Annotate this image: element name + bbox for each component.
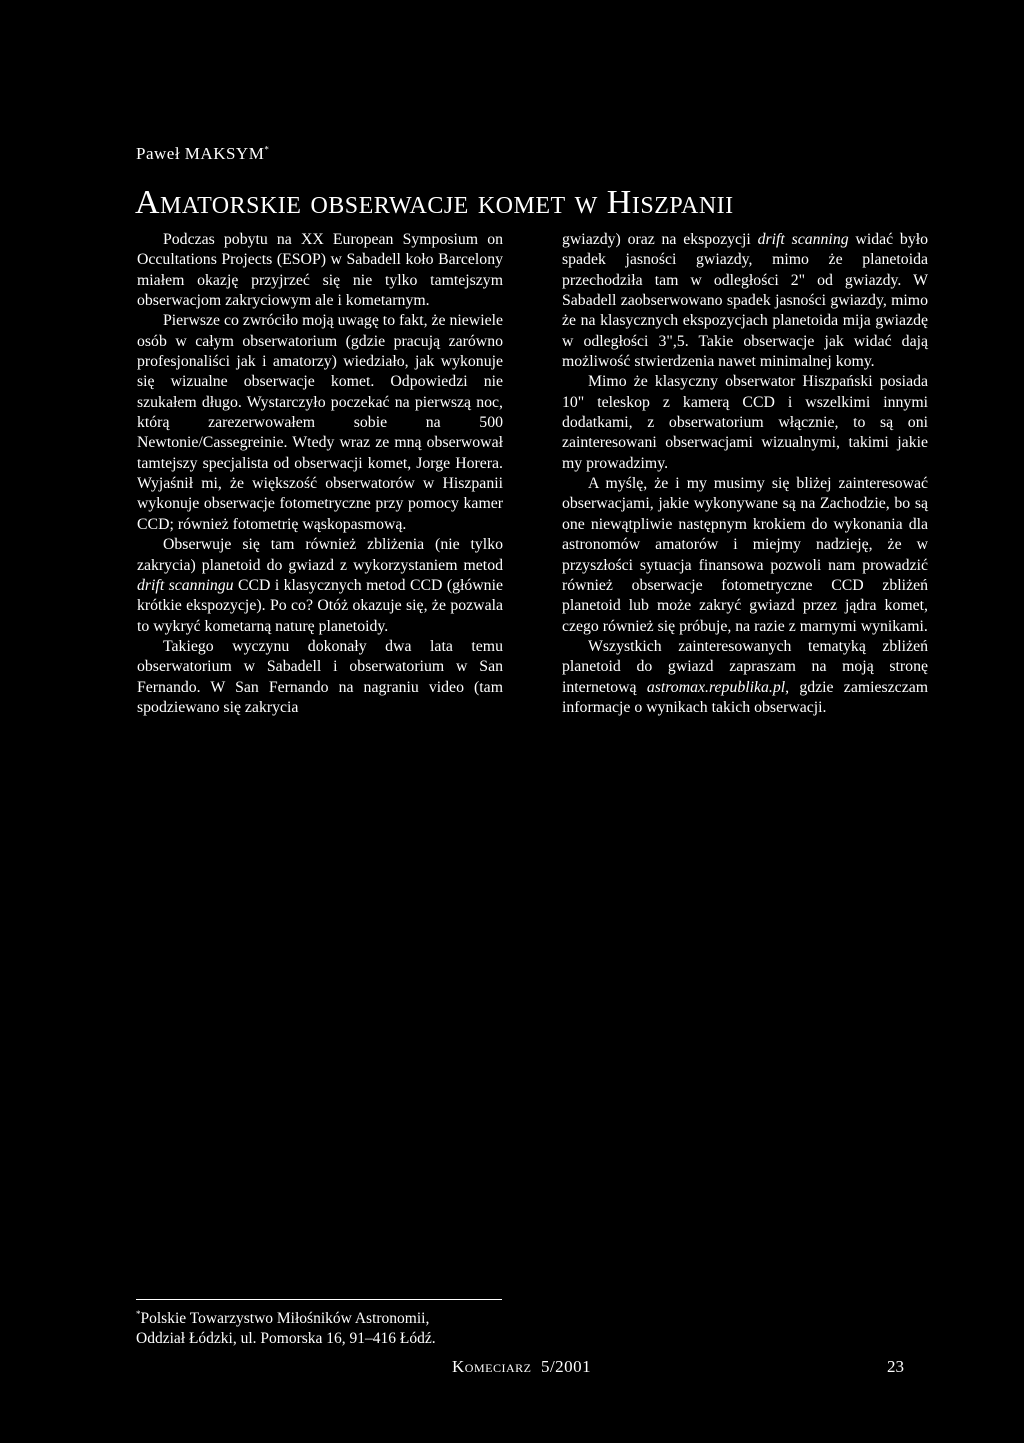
author-name: Paweł MAKSYM: [136, 144, 265, 163]
right-paragraph-2: Mimo że klasyczny obserwator Hiszpański posiada 10" teleskop z kamerą CCD i wszelkimi innymi dodatkami, z obserwatorium włącznie, to są oni zainteresowani obserwacjami wizualnymi, takimi jakie my prowadzimy.: [562, 373, 928, 472]
left-paragraph-2: Pierwsze co zwróciło moją uwagę to fakt, że niewiele osób w całym obserwatorium (gdzie pracują zarówno profesjonaliści jak i amatorzy) wiedziało, jak wykonuje się wizualne obserwacje komet. Odpowiedzi nie szukałem długo. Wystarczyło poczekać na pierwszą noc, którą zarezerwowałem sobie na 500 Newtonie/Cassegreinie. Wtedy wraz ze mną obserwował tamtejszy specjalista od obserwacji komet, Jorge Horera. Wyjaśnił mi, że większość obserwatorów w Hiszpanii wykonuje obserwacje fotometryczne przy pomocy kamer CCD; również fotometrię wąskopasmową.: [137, 312, 503, 533]
footnote-mark: *: [136, 1309, 141, 1319]
website-link[interactable]: astromax.republika.pl: [646, 678, 786, 696]
footer-journal: [452, 1357, 591, 1377]
right-column: [562, 230, 928, 718]
footnote-line-1: [136, 1304, 516, 1329]
page-number: 23: [887, 1357, 904, 1376]
article-title: Amatorskie obserwacje komet w Hiszpanii: [135, 184, 734, 221]
footnote-line-1-text: Polskie Towarzystwo Miłośników Astronomii,: [140, 1310, 430, 1328]
right-p1-text-a: gwiazdy) oraz na ekspozycji: [562, 231, 758, 248]
footnote-divider: [136, 1299, 502, 1300]
right-p4-text-a: Wszystkich zainteresowanych tematyką zbliżeń planetoid do gwiazd zapraszam na moją stronę internetową: [562, 637, 928, 696]
journal-issue: 5/2001: [540, 1357, 592, 1376]
footnote-line-2: Oddział Łódzki, ul. Pomorska 16, 91–416 Łódź.: [136, 1330, 436, 1348]
right-paragraph-4: [562, 637, 928, 718]
right-paragraph-1: [562, 230, 928, 372]
left-p3-italic: drift scanningu: [137, 576, 234, 594]
right-p4-text-b: , gdzie zamieszczam informacje o wynikach takich obserwacji.: [562, 678, 929, 716]
right-paragraph-3: A myślę, że i my musimy się bliżej zainteresować obserwacjami, jakie wykonywane są na Zachodzie, bo są one niewątpliwie następnym krokiem do wykonania dla astronomów amatorów i miejmy nadzieję, że w przyszłości sytuacja finansowa pozwoli nam prowadzić również obserwacje fotometryczne CCD zbliżeń planetoid lub może zakryć gwiazd przez jądra komet, czego również się próbuje, na razie z marnymi wynikami.: [562, 475, 928, 635]
left-column: [137, 230, 503, 718]
author-line: [136, 144, 269, 164]
right-p1-italic: drift scanning: [757, 231, 849, 248]
journal-name: Komeciarz: [452, 1357, 532, 1376]
author-footnote-mark: *: [264, 144, 270, 155]
left-p3-text-a: Obserwuje się tam również zbliżenia (nie tylko zakrycia) planetoid do gwiazd z wykorzystaniem metod: [137, 536, 503, 574]
left-paragraph-3: [137, 535, 503, 637]
footnote: [136, 1304, 516, 1349]
left-paragraph-4: Takiego wyczynu dokonały dwa lata temu obserwatorium w Sabadell i obserwatorium w San Fernando. W San Fernando na nagraniu video (tam spodziewano się zakrycia: [137, 637, 503, 716]
right-p1-text-b: widać było spadek jasności gwiazdy, mimo że planetoida przechodziła tam w odległości 2" od gwiazdy. W Sabadell zaobserwowano spadek jasności gwiazdy, mimo że na klasycznych ekspozycjach planetoida mija gwiazdę w odległości 3",5. Takie obserwacje jak widać dają możliwość stwierdzenia nawet minimalnej komy.: [562, 231, 929, 371]
left-p3-text-b: CCD i klasycznych metod CCD (głównie krótkie ekspozycje). Po co? Otóż okazuje się, że pozwala to wykryć kometarną naturę planetoidy.: [137, 576, 503, 635]
left-paragraph-1: Podczas pobytu na XX European Symposium on Occultations Projects (ESOP) w Sabadell koło Barcelony miałem okazję przyjrzeć się nie tylko tamtejszym obserwacjom zakryciowym ale i kometarnym.: [137, 231, 503, 310]
